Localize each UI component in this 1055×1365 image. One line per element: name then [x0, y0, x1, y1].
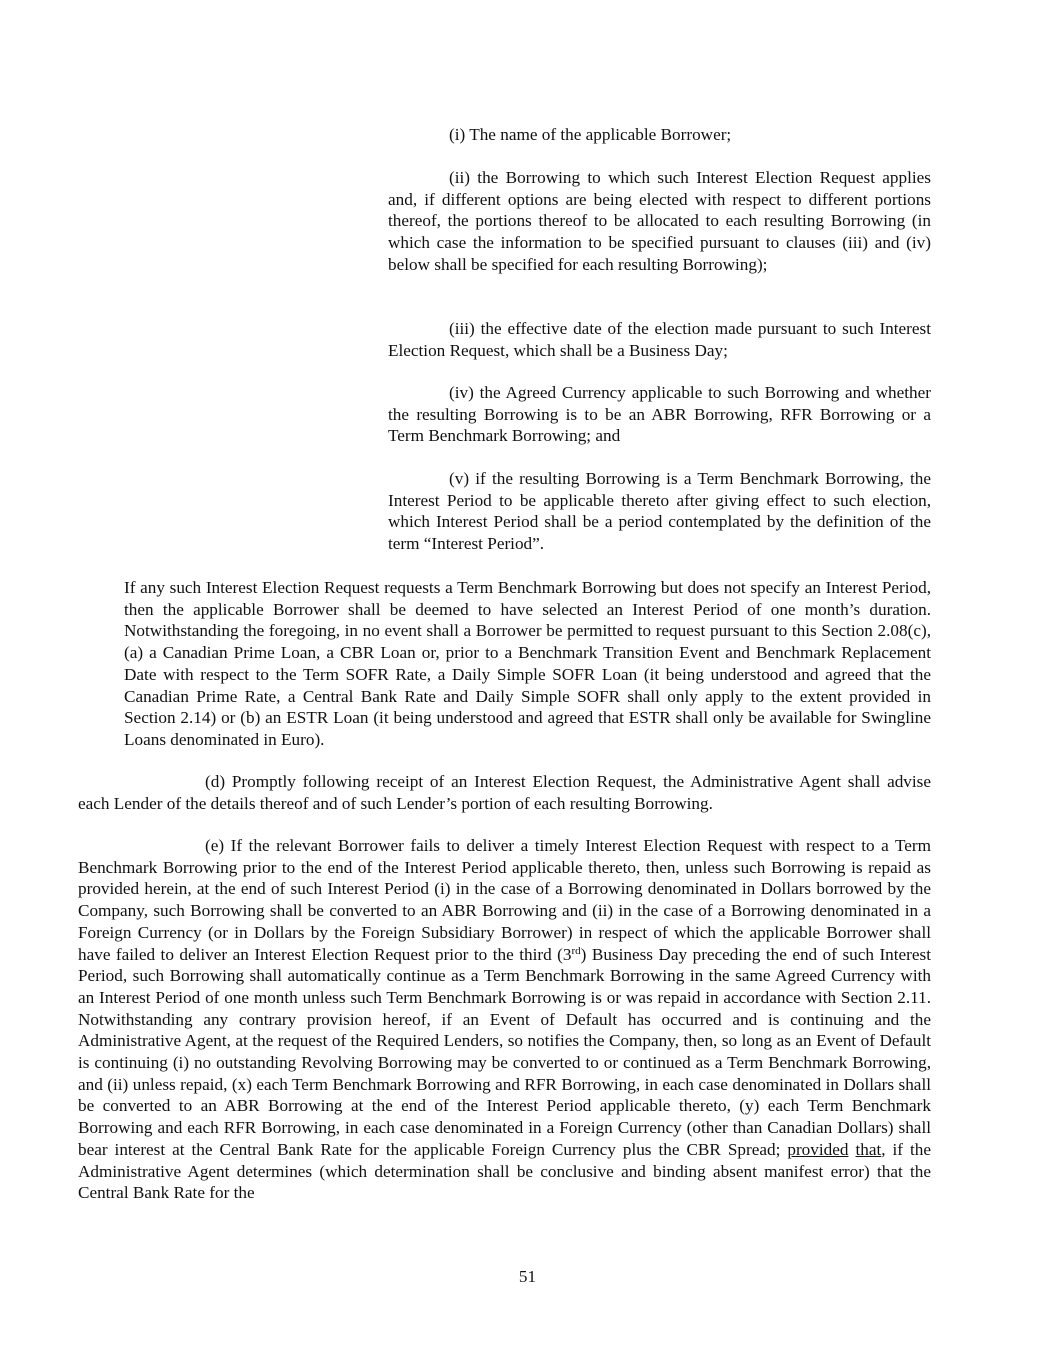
paragraph-interest-period-default: If any such Interest Election Request requests a Term Benchmark Borrowing but does not specify an Interest Period, then the applicable Borrower shall be deemed to have selected an Interest Period of one month’s duration. Notwithstanding the foregoing, in no event shall a Borrower be permitted to request pursuant to this Section 2.08(c), (a) a Canadian Prime Loan, a CBR Loan or, prior to a Benchmark Transition Event and Benchmark Replacement Date with respect to the Term SOFR Rate, a Daily Simple SOFR Loan (it being understood and agreed that the Canadian Prime Rate, a Central Bank Rate and Daily Simple SOFR shall only apply to the extent provided in Section 2.14) or (b) an ESTR Loan (it being understood and agreed that ESTR shall only be available for Swingline Loans denominated in Euro). — [124, 578, 931, 749]
paragraph-d: (d) Promptly following receipt of an Interest Election Request, the Administrative Agent shall advise each Lender of the details thereof and of such Lender’s portion of each resulting Borrowing. — [78, 772, 931, 813]
paragraph-e-text-3: , if the Administrative Agent determines (which determination shall be conclusive and binding absent manifest error) that the Central Bank Rate for the — [78, 1139, 932, 1203]
clause-iii: (iii) the effective date of the election made pursuant to such Interest Election Request, which shall be a Business Day; — [388, 319, 931, 360]
clause-iv: (iv) the Agreed Currency applicable to such Borrowing and whether the resulting Borrowing is to be an ABR Borrowing, RFR Borrowing or a Term Benchmark Borrowing; and — [388, 383, 931, 446]
paragraph-e-text-1: (e) If the relevant Borrower fails to deliver a timely Interest Election Request with respect to a Term Benchmark Borrowing prior to the end of the Interest Period applicable thereto, then, unless such Borrowing is repaid as provided herein, at the end of such Interest Period (i) in the case of a Borrowing denominated in Dollars borrowed by the Company, such Borrowing shall be converted to an ABR Borrowing and (ii) in the case of a Borrowing denominated in a Foreign Currency (or in Dollars by the Foreign Subsidiary Borrower) in respect of which the applicable Borrower shall have failed to deliver an Interest Election Request prior to the third (3 — [78, 836, 931, 964]
superscript-rd: rd — [571, 944, 581, 957]
provided-underlined: provided — [787, 1139, 849, 1159]
page-number: 51 — [518, 1267, 537, 1286]
clause-i: (i) The name of the applicable Borrower; — [449, 125, 732, 144]
paragraph-e — [78, 835, 931, 1204]
clause-v: (v) if the resulting Borrowing is a Term Benchmark Borrowing, the Interest Period to be applicable thereto after giving effect to such election, which Interest Period shall be a period contemplated by the definition of the term “Interest Period”. — [388, 469, 931, 554]
that-underlined: that — [855, 1139, 882, 1159]
paragraph-e-text-2: ) Business Day preceding the end of such Interest Period, such Borrowing shall automatically continue as a Term Benchmark Borrowing in the same Agreed Currency with an Interest Period of one month unless such Term Benchmark Borrowing is or was repaid in accordance with Section 2.11. Notwithstanding any contrary provision hereof, if an Event of Default has occurred and is continuing and the Administrative Agent, at the request of the Required Lenders, so notifies the Company, then, so long as an Event of Default is continuing (i) no outstanding Revolving Borrowing may be converted to or continued as a Term Benchmark Borrowing, and (ii) unless repaid, (x) each Term Benchmark Borrowing and RFR Borrowing, in each case denominated in Dollars shall be converted to an ABR Borrowing at the end of the Interest Period applicable thereto, (y) each Term Benchmark Borrowing and each RFR Borrowing, in each case denominated in a Foreign Currency (other than Canadian Dollars) shall bear interest at the Central Bank Rate for the applicable Foreign Currency plus the CBR Spread; — [78, 944, 931, 1159]
clause-ii: (ii) the Borrowing to which such Interest Election Request applies and, if different options are being elected with respect to different portions thereof, the portions thereof to be allocated to each resulting Borrowing (in which case the information to be specified pursuant to clauses (iii) and (iv) below shall be specified for each resulting Borrowing); — [388, 168, 931, 274]
